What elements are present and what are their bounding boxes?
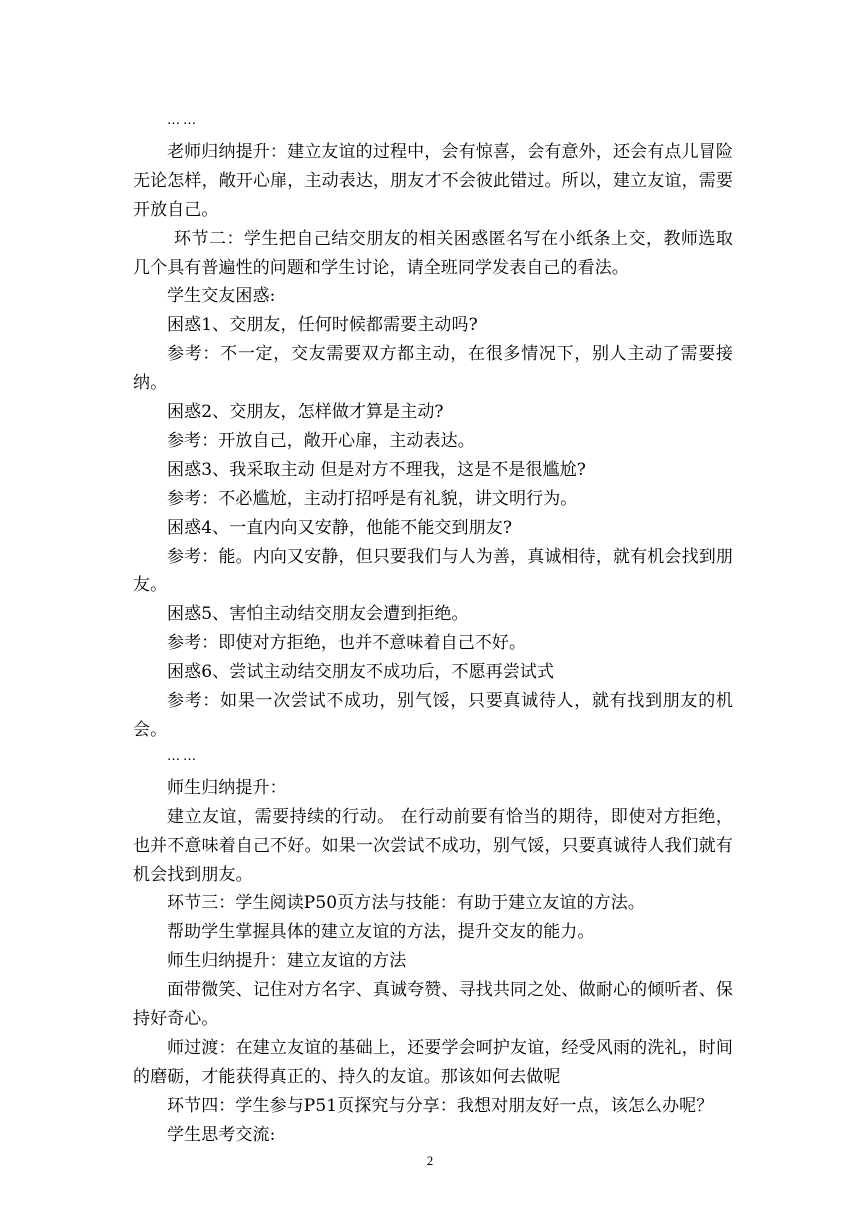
paragraph: 困惑3、我采取主动 但是对方不理我，这是不是很尴尬? — [167, 459, 586, 480]
ellipsis: …… — [167, 113, 199, 128]
paragraph: 师过渡：在建立友谊的基础上，还要学会呵护友谊，经受风雨的洗礼，时间的磨砺，才能获得真正的、持久的友谊。那该如何去做呢 — [133, 1037, 733, 1087]
paragraph: 师生归纳提升： — [167, 777, 287, 798]
paragraph: 困惑1、交朋友，任何时候都需要主动吗? — [167, 315, 478, 336]
paragraph: 老师归纳提升：建立友谊的过程中，会有惊喜，会有意外，还会有点儿冒险无论怎样，敞开心扉，主动表达，朋友才不会彼此错过。所以，建立友谊，需要开放自己。 — [133, 141, 733, 220]
ellipsis: …… — [167, 748, 199, 764]
paragraph: 环节二：学生把自己结交朋友的相关困惑匿名写在小纸条上交，教师选取几个具有普遍性的问题和学生讨论，请全班同学发表自己的看法。 — [133, 228, 733, 278]
paragraph: 参考：能。内向又安静，但只要我们与人为善，真诚相待，就有机会找到朋友。 — [133, 546, 733, 596]
paragraph: 参考：开放自己，敞开心扉，主动表达。 — [167, 430, 475, 451]
paragraph: 困惑6、尝试主动结交朋友不成功后，不愿再尝试式 — [167, 662, 555, 683]
paragraph: 建立友谊，需要持续的行动。 在行动前要有恰当的期待，即使对方拒绝，也并不意味着自己不好。如果一次尝试不成功，别气馁，只要真诚待人我们就有机会找到朋友。 — [133, 806, 733, 885]
paragraph: 面带微笑、记住对方名字、真诚夸赞、寻找共同之处、做耐心的倾听者、保持好奇心。 — [133, 980, 733, 1030]
paragraph: 师生归纳提升：建立友谊的方法 — [167, 951, 407, 972]
paragraph: 参考：不必尴尬，主动打招呼是有礼貌，讲文明行为。 — [167, 488, 578, 509]
paragraph: 困惑2、交朋友，怎样做才算是主动? — [167, 402, 444, 423]
page-number: 2 — [426, 1153, 434, 1168]
paragraph: 环节三：学生阅读P50页方法与技能：有助于建立友谊的方法。 — [167, 893, 645, 914]
paragraph: 参考：即使对方拒绝，也并不意味着自己不好。 — [167, 633, 527, 654]
paragraph: 帮助学生掌握具体的建立友谊的方法，提升交友的能力。 — [167, 922, 595, 943]
paragraph: 参考：如果一次尝试不成功，别气馁，只要真诚待人，就有找到朋友的机会。 — [133, 691, 733, 741]
paragraph: 困惑4、一直内向又安静，他能不能交到朋友? — [167, 517, 513, 538]
paragraph: 困惑5、害怕主动结交朋友会遭到拒绝。 — [167, 604, 469, 625]
paragraph: 学生交友困惑: — [167, 286, 276, 307]
paragraph: 学生思考交流: — [167, 1124, 276, 1145]
paragraph: 环节四：学生参与P51页探究与分享：我想对朋友好一点，该怎么办呢？ — [167, 1095, 714, 1116]
body-text — [133, 109, 733, 1150]
paragraph: 参考：不一定，交友需要双方都主动，在很多情况下，别人主动了需要接纳。 — [133, 344, 733, 394]
